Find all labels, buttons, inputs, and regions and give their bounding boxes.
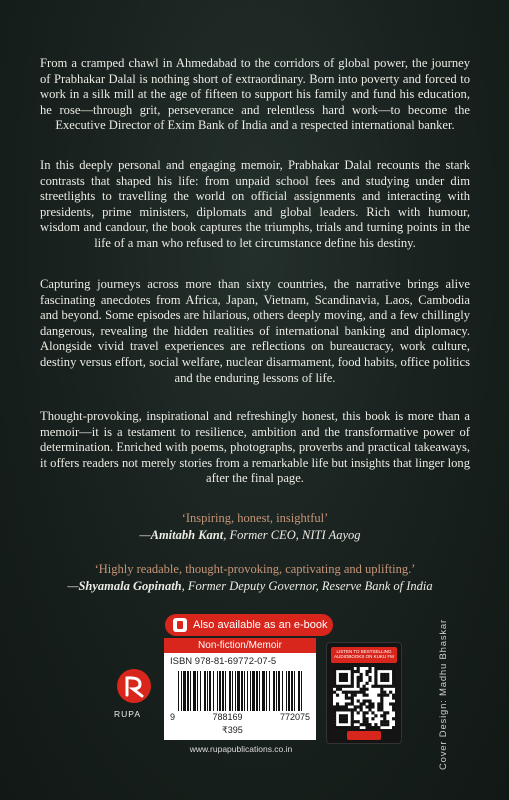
isbn-text: ISBN 978-81-69772-07-5 xyxy=(170,656,277,667)
qr-code-icon xyxy=(333,667,395,729)
qr-banner-text: LISTEN TO BESTSELLING AUDIOBOOKS ON KUKU FM xyxy=(331,647,397,663)
barcode-digit-group-1: 9 xyxy=(170,712,176,722)
barcode-digit-group-2: 788169 xyxy=(212,712,243,722)
blurb-paragraph-3: Capturing journeys across more than sixty countries, the narrative brings alive fascinating anecdotes from Africa, Japan, Vietnam, Scandinavia, Laos, Cambodia and beyond. Some episodes are hilarious, others deeply moving, and a few chillingly dangerous, revealing the hidden realities of international banking and diplomacy. Alongside vivid travel experiences are reflections on bureaucracy, work culture, destiny versus effort, social welfare, nuclear disarmament, food habits, office politics and the enduring lessons of life. xyxy=(40,277,470,385)
blurb-paragraph-2: In this deeply personal and engaging memoir, Prabhakar Dalal recounts the stark contrasts that shaped his life: from unpaid school fees and studying under dim streetlights to travelling the world on official assignments and interacting with presidents, prime ministers, diplomats and global leaders. Rich with humour, wisdom and candour, the book captures the triumphs, trials and turning points in the life of a man who refused to let circumstance define his destiny. xyxy=(40,158,470,250)
endorser-name-1: Amitabh Kant xyxy=(150,528,224,542)
rupa-logo-icon xyxy=(116,668,152,704)
barcode-digit-group-3: 772075 xyxy=(279,712,310,722)
blurb-paragraph-4: Thought-provoking, inspirational and refreshingly honest, this book is more than a memoir—it is a testament to resilience, ambition and the transformative power of determination. Enriched with poems, photographs, proverbs and practical takeaways, it offers readers not merely stories from a remarkable life but insights that linger long after the final page. xyxy=(40,409,470,486)
genre-label: Non-fiction/Memoir xyxy=(164,638,316,653)
cover-design-credit: Cover Design: Madhu Bhaskar xyxy=(438,619,449,770)
isbn-barcode xyxy=(178,671,304,711)
endorser-name-2: Shyamala Gopinath xyxy=(78,579,182,593)
endorsement-attribution-2: —Shyamala Gopinath, Former Deputy Governor, Reserve Bank of India xyxy=(67,579,433,593)
endorsement-quote-2: ‘Highly readable, thought-provoking, captivating and uplifting.’ xyxy=(94,562,416,576)
barcode-digits xyxy=(170,712,310,722)
kukufm-logo-icon xyxy=(347,731,381,740)
price-label: ₹395 xyxy=(222,725,243,735)
kukufm-qr-card xyxy=(326,642,402,744)
ebook-badge-label: Also available as an e-book xyxy=(193,619,328,631)
publisher-name: RUPA xyxy=(114,709,141,719)
blurb-paragraph-1: From a cramped chawl in Ahmedabad to the corridors of global power, the journey of Prabhakar Dalal is nothing short of extraordinary. Born into poverty and forced to work in a silk mill at the age of fifteen to support his family and fund his education, he rose—through grit, perseverance and relentless hard work—to become the Executive Director of Exim Bank of India and a respected international banker. xyxy=(40,56,470,133)
endorsement-quote-1: ‘Inspiring, honest, insightful’ xyxy=(181,511,329,525)
endorsement-attribution-1: —Amitabh Kant, Former CEO, NITI Aayog xyxy=(139,528,361,542)
ebook-device-icon xyxy=(173,618,187,632)
barcode-panel xyxy=(164,638,316,740)
ebook-badge xyxy=(165,614,333,636)
publisher-website: www.rupapublications.co.in xyxy=(189,744,293,754)
